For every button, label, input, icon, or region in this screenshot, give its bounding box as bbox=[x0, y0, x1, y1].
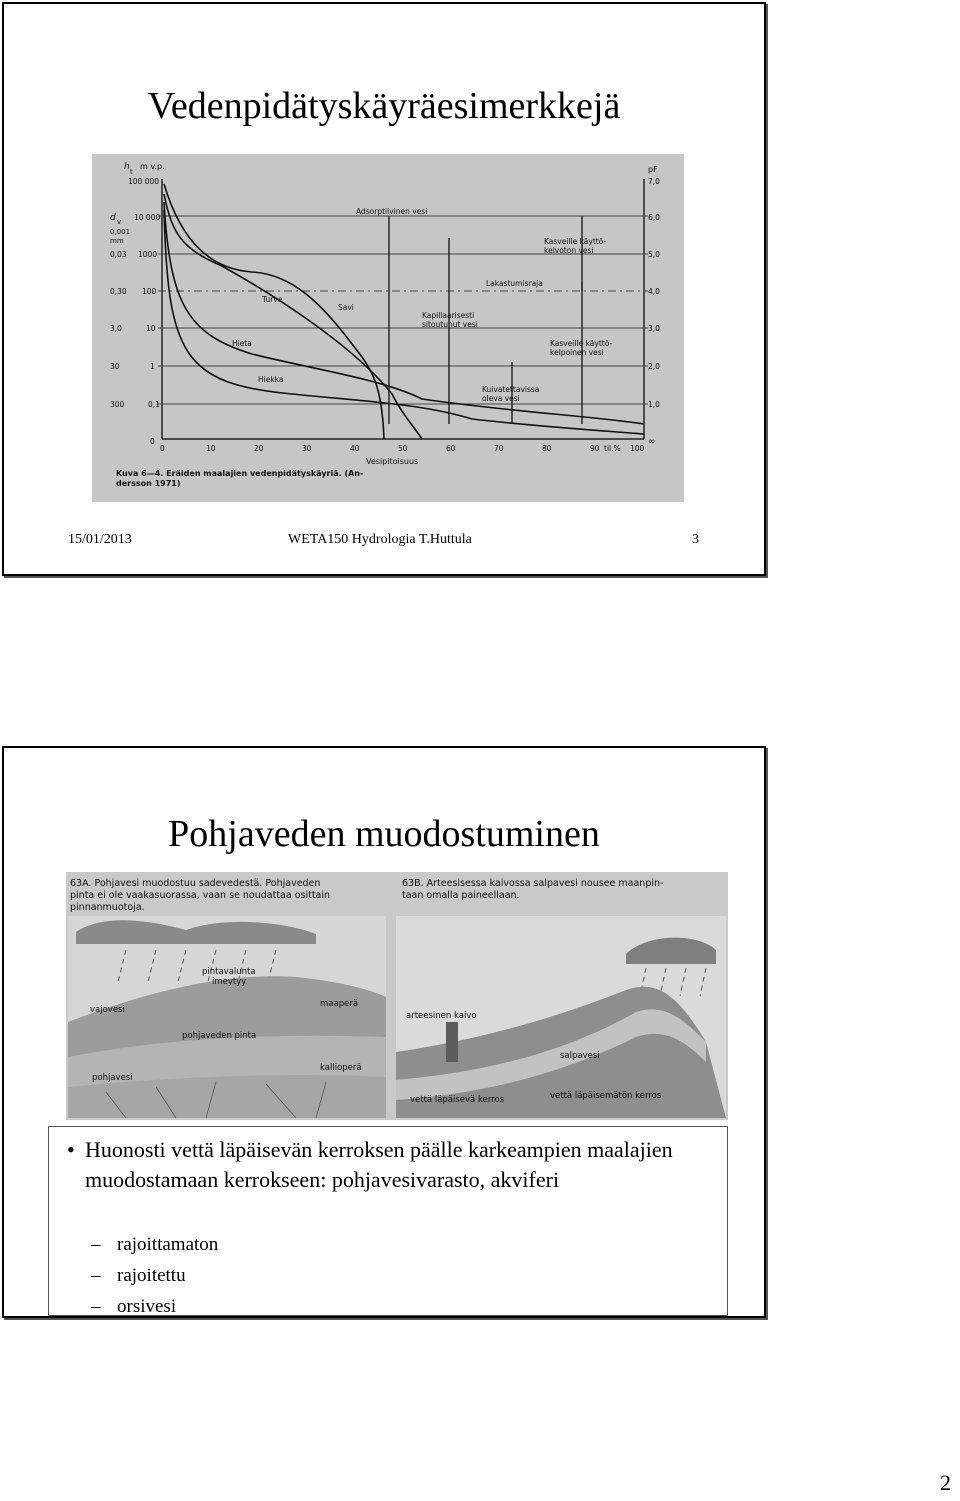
svg-text:oleva vesi: oleva vesi bbox=[482, 394, 520, 403]
dash-icon: – bbox=[91, 1234, 101, 1255]
svg-text:0,30: 0,30 bbox=[110, 287, 127, 296]
svg-text:pintavalunta: pintavalunta bbox=[202, 967, 256, 977]
svg-text:100 000: 100 000 bbox=[128, 177, 160, 186]
svg-text:0: 0 bbox=[160, 444, 165, 453]
svg-text:salpavesi: salpavesi bbox=[560, 1051, 600, 1061]
svg-text:d: d bbox=[110, 213, 116, 223]
svg-text:63B. Arteesisessa kaivossa sal: 63B. Arteesisessa kaivossa salpavesi nousee maanpin- bbox=[402, 878, 664, 889]
svg-text:30: 30 bbox=[302, 444, 312, 453]
svg-text:7,0: 7,0 bbox=[648, 177, 660, 186]
slide-4 bbox=[2, 746, 766, 1318]
slide-title: Vedenpidätyskäyräesimerkkejä bbox=[147, 85, 621, 127]
slide-3 bbox=[2, 2, 766, 576]
svg-text:70: 70 bbox=[494, 444, 504, 453]
sub-bullet-item bbox=[91, 1229, 218, 1260]
svg-text:pinta ei ole vaakasuorassa, va: pinta ei ole vaakasuorassa, vaan se noudattaa osittain bbox=[70, 890, 331, 901]
svg-text:60: 60 bbox=[446, 444, 456, 453]
svg-text:63A. Pohjavesi muodostuu sadev: 63A. Pohjavesi muodostuu sadevedestä. Pohjaveden bbox=[70, 878, 321, 889]
svg-text:300: 300 bbox=[110, 400, 125, 409]
svg-text:0,03: 0,03 bbox=[110, 250, 127, 259]
svg-text:Turve: Turve bbox=[262, 295, 283, 304]
svg-text:Kuivatettavissa: Kuivatettavissa bbox=[482, 385, 540, 394]
svg-text:v: v bbox=[117, 218, 122, 226]
svg-text:1,0: 1,0 bbox=[648, 400, 660, 409]
bullet-textbox bbox=[48, 1126, 728, 1316]
svg-text:vettä läpäisemätön kerros: vettä läpäisemätön kerros bbox=[550, 1091, 662, 1101]
water-retention-curve-figure bbox=[92, 154, 684, 502]
svg-text:Savi: Savi bbox=[338, 303, 354, 312]
svg-text:10: 10 bbox=[206, 444, 216, 453]
svg-text:Kasveille käyttö-: Kasveille käyttö- bbox=[550, 339, 613, 348]
svg-text:kallioperä: kallioperä bbox=[320, 1063, 362, 1073]
svg-text:1: 1 bbox=[150, 362, 155, 371]
sub-bullet-text: rajoittamaton bbox=[117, 1234, 219, 1255]
svg-text:dersson 1971): dersson 1971) bbox=[116, 479, 181, 488]
footer-course: WETA150 Hydrologia T.Huttula bbox=[288, 532, 472, 547]
svg-text:10: 10 bbox=[146, 324, 156, 333]
dash-icon: – bbox=[91, 1265, 101, 1286]
svg-text:Vesipitoisuus: Vesipitoisuus bbox=[366, 457, 419, 466]
svg-text:h: h bbox=[124, 162, 130, 172]
groundwater-formation-figure bbox=[66, 872, 728, 1120]
svg-text:til.%: til.% bbox=[604, 444, 621, 453]
svg-text:Kuva 6—4. Eräiden maalajien ve: Kuva 6—4. Eräiden maalajien vedenpidätyskäyriä. (An- bbox=[116, 469, 364, 478]
sub-bullet-list bbox=[91, 1229, 218, 1322]
svg-text:80: 80 bbox=[542, 444, 552, 453]
sub-bullet-item bbox=[91, 1260, 218, 1291]
svg-text:1000: 1000 bbox=[138, 250, 158, 259]
svg-text:30: 30 bbox=[110, 362, 120, 371]
svg-text:maaperä: maaperä bbox=[320, 999, 359, 1009]
svg-text:vettä läpäisevä kerros: vettä läpäisevä kerros bbox=[410, 1095, 505, 1105]
svg-text:4,0: 4,0 bbox=[648, 287, 660, 296]
svg-text:Kapillaarisesti: Kapillaarisesti bbox=[422, 311, 475, 320]
svg-text:6,0: 6,0 bbox=[648, 213, 660, 222]
svg-text:40: 40 bbox=[350, 444, 360, 453]
svg-text:pohjavesi: pohjavesi bbox=[92, 1073, 133, 1083]
sub-bullet-text: orsivesi bbox=[117, 1296, 177, 1317]
svg-text:pF: pF bbox=[648, 165, 658, 174]
svg-text:t: t bbox=[130, 168, 133, 176]
bullet-icon: • bbox=[67, 1137, 75, 1162]
svg-text:50: 50 bbox=[398, 444, 408, 453]
svg-text:0,001: 0,001 bbox=[110, 228, 131, 236]
svg-text:taan omalla paineellaan.: taan omalla paineellaan. bbox=[402, 890, 520, 901]
sub-bullet-text: rajoitettu bbox=[117, 1265, 186, 1286]
svg-text:90: 90 bbox=[590, 444, 600, 453]
svg-text:imeytyy: imeytyy bbox=[212, 977, 247, 987]
svg-text:0,1: 0,1 bbox=[148, 400, 160, 409]
page-number: 2 bbox=[940, 1470, 951, 1495]
water-retention-chart bbox=[92, 154, 684, 502]
svg-text:∞: ∞ bbox=[648, 437, 656, 447]
svg-text:vajovesi: vajovesi bbox=[90, 1005, 125, 1015]
svg-text:sitoutunut vesi: sitoutunut vesi bbox=[422, 320, 478, 329]
svg-text:3,0: 3,0 bbox=[110, 324, 122, 333]
svg-text:Lakastumisraja: Lakastumisraja bbox=[486, 279, 543, 288]
dash-icon: – bbox=[91, 1296, 101, 1317]
svg-text:3,0: 3,0 bbox=[648, 324, 660, 333]
svg-text:m v.p.: m v.p. bbox=[140, 162, 165, 171]
bullet-item bbox=[59, 1135, 735, 1195]
svg-text:100: 100 bbox=[142, 287, 157, 296]
groundwater-illustration bbox=[66, 872, 728, 1120]
svg-text:arteesinen kaivo: arteesinen kaivo bbox=[406, 1011, 477, 1021]
footer-date: 15/01/2013 bbox=[68, 532, 132, 547]
svg-text:Adsorptiivinen vesi: Adsorptiivinen vesi bbox=[356, 207, 428, 216]
svg-text:5,0: 5,0 bbox=[648, 250, 660, 259]
svg-text:Kasveille käyttö-: Kasveille käyttö- bbox=[544, 237, 607, 246]
sub-bullet-item bbox=[91, 1291, 218, 1322]
svg-text:kelvoton vesi: kelvoton vesi bbox=[544, 246, 594, 255]
svg-text:0: 0 bbox=[150, 437, 155, 446]
slide-title: Pohjaveden muodostuminen bbox=[168, 813, 600, 855]
svg-text:20: 20 bbox=[254, 444, 264, 453]
svg-text:10 000: 10 000 bbox=[134, 213, 161, 222]
svg-text:2,0: 2,0 bbox=[648, 362, 660, 371]
bullet-text: Huonosti vettä läpäisevän kerroksen päälle karkeampien maalajien muodostamaan kerrokseen: pohjavesivarasto, akviferi bbox=[85, 1137, 673, 1192]
footer-slide-number: 3 bbox=[692, 532, 699, 547]
svg-text:Hiekka: Hiekka bbox=[258, 375, 284, 384]
svg-text:Hieta: Hieta bbox=[232, 339, 252, 348]
svg-text:pinnanmuotoja.: pinnanmuotoja. bbox=[70, 902, 145, 913]
svg-text:100: 100 bbox=[630, 444, 645, 453]
svg-text:pohjaveden pinta: pohjaveden pinta bbox=[182, 1031, 257, 1041]
svg-text:mm: mm bbox=[110, 237, 124, 245]
svg-text:kelpoinen vesi: kelpoinen vesi bbox=[550, 348, 604, 357]
